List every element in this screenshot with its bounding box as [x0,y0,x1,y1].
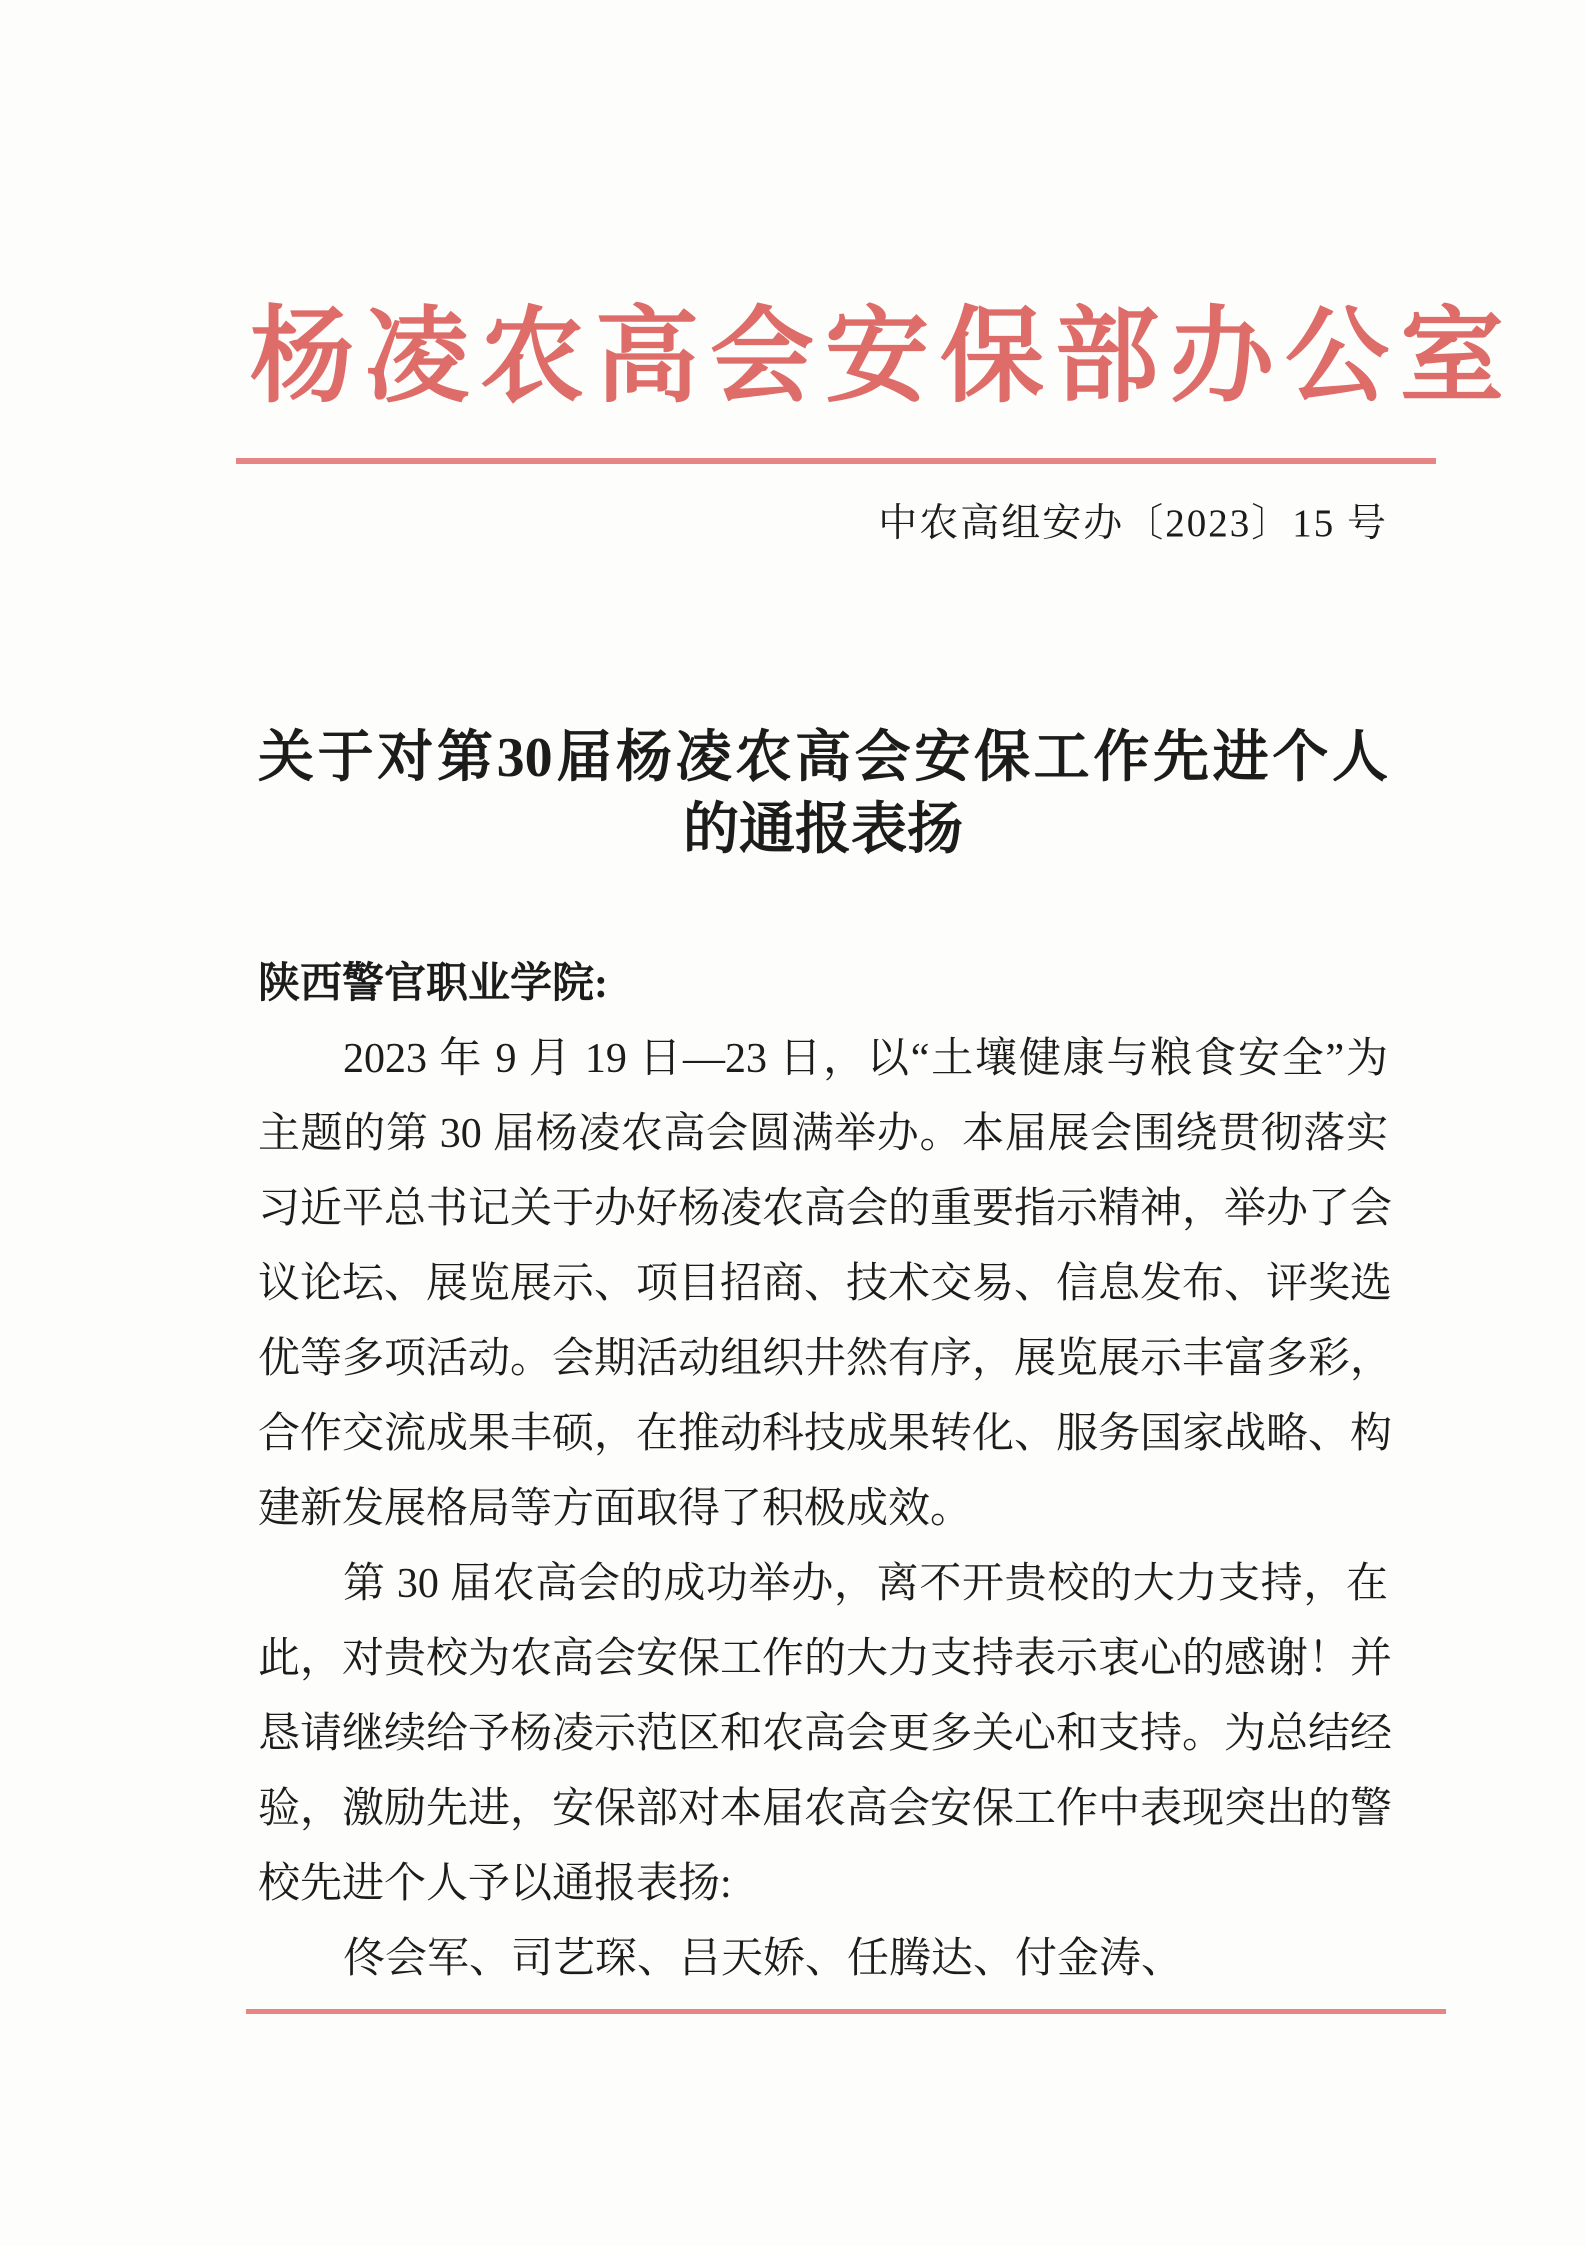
org-header-title: 杨凌农高会安保部办公室 [250,300,1516,415]
text-line: 议论坛、展览展示、项目招商、技术交易、信息发布、评奖选 [258,1261,1393,1307]
text-line: 佟会军、司艺琛、吕天娇、任腾达、付金涛、 [343,1936,1184,1982]
paragraph-3 [258,1922,1388,1997]
paragraph-2 [258,1547,1393,1922]
document-body [258,947,1393,1997]
paragraph-1 [258,1022,1393,1547]
footer-red-rule [246,2009,1446,2014]
text-line: 验，激励先进，安保部对本届农高会安保工作中表现突出的警 [258,1786,1393,1832]
text-line: 校先进个人予以通报表扬: [258,1861,732,1907]
title-line-1: 关于对第30届杨凌农高会安保工作先进个人 [258,727,1388,789]
text-line: 2023 年 9 月 19 日—23 日，以“土壤健康与粮食安全”为 [343,1036,1388,1082]
title-line-2: 的通报表扬 [683,799,963,861]
text-line: 优等多项活动。会期活动组织井然有序，展览展示丰富多彩， [258,1336,1393,1382]
salutation: 陕西警官职业学院: [258,961,608,1007]
text-line: 建新发展格局等方面取得了积极成效。 [258,1486,973,1532]
text-line: 第 30 届农高会的成功举办，离不开贵校的大力支持，在 [343,1561,1388,1607]
text-line: 恳请继续给予杨凌示范区和农高会更多关心和支持。为总结经 [258,1711,1393,1757]
text-line: 合作交流成果丰硕，在推动科技成果转化、服务国家战略、构 [258,1411,1393,1457]
text-line: 主题的第 30 届杨凌农高会圆满举办。本届展会围绕贯彻落实 [258,1111,1388,1157]
text-line: 习近平总书记关于办好杨凌农高会的重要指示精神，举办了会 [258,1186,1393,1232]
text-line: 此，对贵校为农高会安保工作的大力支持表示衷心的感谢！并 [258,1636,1393,1682]
document-title [258,722,1388,866]
document-number: 中农高组安办〔2023〕15 号 [878,502,1388,545]
header-red-rule [236,458,1436,464]
